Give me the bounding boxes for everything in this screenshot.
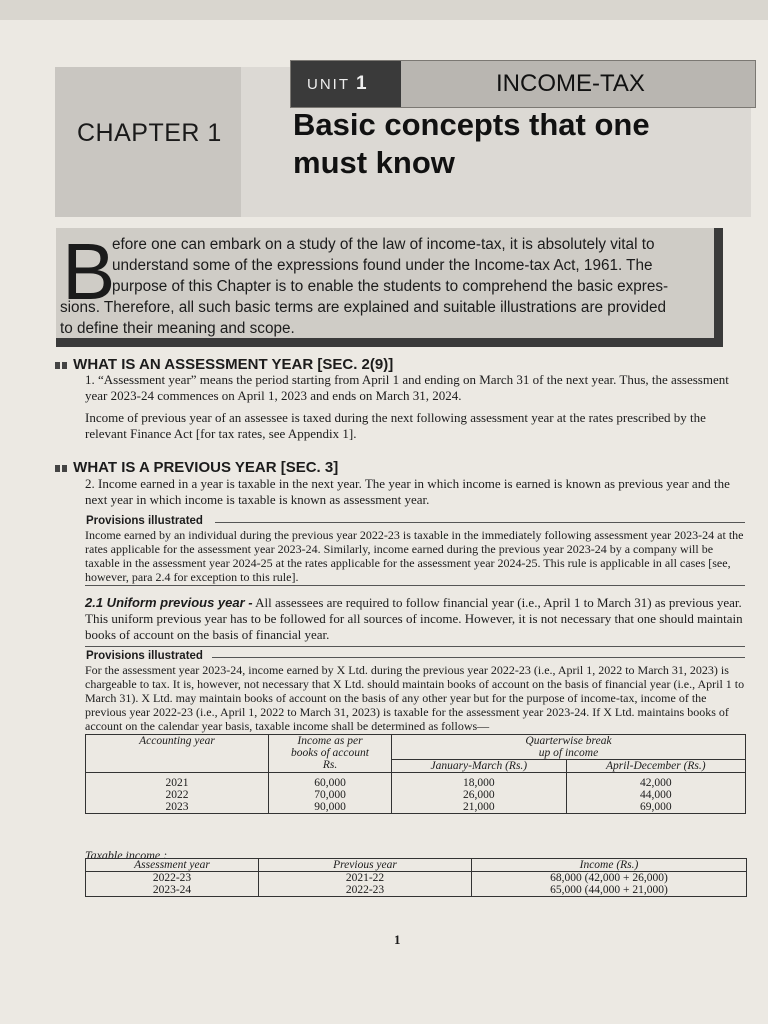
chapter-label: CHAPTER 1	[77, 119, 222, 147]
table-header: Previous year	[259, 859, 472, 872]
page-number: 1	[394, 932, 401, 947]
unit-bar	[290, 60, 756, 108]
divider	[212, 657, 745, 658]
chapter-panel	[55, 67, 241, 217]
paragraph: 1. “Assessment year” means the period starting from April 1 and ending on March 31 of the next year. Thus, the assessment year 2023-24 commences on April 1, 2023 and ends on March 31, 2024.	[85, 372, 729, 403]
page	[0, 20, 768, 1024]
divider	[85, 585, 745, 586]
intro-line: understand some of the expressions found under the Income-tax Act, 1961. The	[112, 257, 653, 274]
paragraph	[85, 595, 745, 643]
intro-box	[56, 228, 723, 347]
accounting-year-table	[85, 734, 746, 814]
subsection-heading: 2.1 Uniform previous year -	[85, 595, 253, 610]
table-header: Accounting year	[86, 735, 269, 773]
table-caption: Taxable income :	[85, 848, 168, 862]
title-line-1: Basic concepts that one	[293, 107, 650, 142]
divider	[215, 522, 745, 523]
table-header: Quarterwise break up of income	[392, 735, 746, 760]
unit-label: UNIT	[307, 76, 350, 93]
drop-cap: B	[62, 227, 116, 316]
section-heading	[55, 459, 338, 476]
provisions-text: Income earned by an individual during the previous year 2022-23 is taxable in the immediately following assessment year 2023-24 at the rates applicable for the assessment year 2023-24. Similarly, income earned during the previous year 2023-24 by a company will be taxable in the assessment year 2024-25 at the rates applicable for the assessment year 2024-25. This rule is applicable in all cases [see, however, para 2.4 for exception to this rule].	[85, 528, 744, 584]
subject-label: INCOME-TAX	[496, 70, 645, 97]
paragraph: 2. Income earned in a year is taxable in the next year. The year in which income is earned is known as previous year and the next year in which income is taxable is known as assessment year.	[85, 476, 730, 507]
section-heading	[55, 356, 393, 373]
provisions-label: Provisions illustrated	[86, 515, 203, 527]
table-row: 2022-23 2023-24 2021-22 2022-23 68,000 (42,000 + 26,000) 65,000 (44,000 + 21,000)	[86, 872, 747, 897]
page-title	[293, 106, 743, 182]
table-header: Income (Rs.)	[472, 859, 747, 872]
table-header: Income as per books of account Rs.	[269, 735, 392, 773]
unit-number: 1	[356, 73, 369, 94]
intro-line: to define their meaning and scope.	[60, 320, 295, 337]
subsection-text: All assessees are required to follow financial year (i.e., April 1 to March 31) as previous year. This uniform previous year has to be followed for all sources of income. However, it is not necessary that one should maintain books of account on the basis of financial year.	[85, 595, 743, 642]
provisions-label: Provisions illustrated	[86, 650, 203, 662]
intro-text	[60, 227, 704, 339]
paragraph: Income of previous year of an assessee is taxed during the next following assessment year at the rates prescribed by the relevant Finance Act [for tax rates, see Appendix 1].	[85, 410, 706, 441]
taxable-income-table	[85, 858, 747, 897]
table-row: 2021 2022 2023 60,000 70,000 90,000 18,000 26,000 21,000 42,000 44,000 69,000	[86, 773, 746, 814]
section-heading-text: WHAT IS A PREVIOUS YEAR [SEC. 3]	[73, 459, 339, 476]
intro-line: purpose of this Chapter is to enable the students to comprehend the basic expres-	[112, 278, 669, 295]
table-header-row	[86, 859, 747, 872]
unit-box	[291, 61, 401, 107]
title-line-2: must know	[293, 145, 455, 180]
divider	[85, 646, 745, 647]
section-heading-text: WHAT IS AN ASSESSMENT YEAR [SEC. 2(9)]	[73, 356, 394, 373]
table-header-row	[86, 735, 746, 760]
table-header: January-March (Rs.)	[392, 760, 567, 773]
intro-line: efore one can embark on a study of the law of income-tax, it is absolutely vital to	[112, 236, 655, 253]
table-header: Assessment year	[86, 859, 259, 872]
table-header: April-December (Rs.)	[566, 760, 745, 773]
intro-line: sions. Therefore, all such basic terms are explained and suitable illustrations are provided	[60, 299, 666, 316]
provisions-text: For the assessment year 2023-24, income earned by X Ltd. during the previous year 2022-23 (i.e., April 1, 2022 to March 31, 2023) is chargeable to tax. It is, however, not necessary that X Ltd. should maintain books of account on the basis of financial year (i.e., April 1 to March 31). X Ltd. may maintain books of account on the basis of any other year but for the purpose of income-tax, income of the previous year 2022-23 (i.e., April 1, 2022 to March 31, 2023) is taxable for the assessment year 2023-24. If X Ltd. maintains books of account on the calendar year basis, taxable income shall be determined as follows—	[85, 663, 745, 733]
